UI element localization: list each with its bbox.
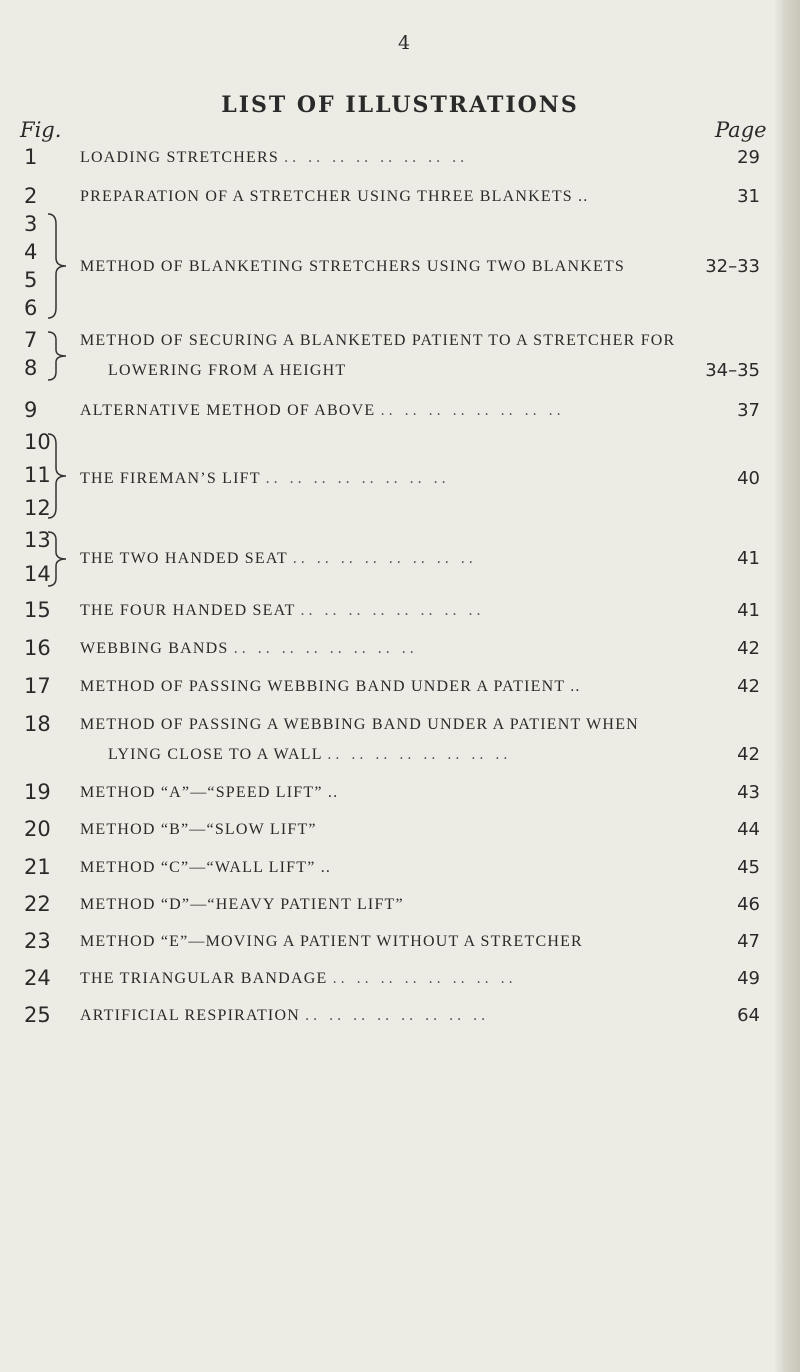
page-ref: 42 <box>737 638 760 659</box>
fig-number: 11 <box>24 463 51 487</box>
caption: METHOD “B”—“SLOW LIFT” <box>80 821 317 838</box>
brace <box>46 212 58 320</box>
caption-continued: LOWERING FROM A HEIGHT <box>108 362 347 379</box>
fig-number: 9 <box>24 398 38 422</box>
caption: THE TWO HANDED SEAT .. .. .. .. .. .. .. .. <box>80 550 477 567</box>
fig-number: 2 <box>24 184 38 208</box>
caption: METHOD OF PASSING A WEBBING BAND UNDER A PATIENT WHEN <box>80 716 639 733</box>
page-column-header: Page <box>715 118 767 142</box>
page-ref: 46 <box>737 894 760 915</box>
page-ref: 40 <box>737 468 760 489</box>
fig-number: 4 <box>24 240 38 264</box>
caption: METHOD “C”—“WALL LIFT” .. <box>80 859 332 876</box>
fig-number: 16 <box>24 636 51 660</box>
caption: METHOD OF SECURING A BLANKETED PATIENT TO A STRETCHER FOR <box>80 332 676 349</box>
fig-number: 19 <box>24 780 51 804</box>
brace <box>46 330 58 382</box>
caption: METHOD “A”—“SPEED LIFT” .. <box>80 784 339 801</box>
fig-number: 6 <box>24 296 38 320</box>
page-ref: 41 <box>737 600 760 621</box>
caption: THE FIREMAN’S LIFT .. .. .. .. .. .. .. .. <box>80 470 450 487</box>
page-ref: 42 <box>737 676 760 697</box>
fig-number: 24 <box>24 966 51 990</box>
fig-number: 22 <box>24 892 51 916</box>
fig-column-header: Fig. <box>20 118 62 142</box>
caption: LOADING STRETCHERS .. .. .. .. .. .. .. .. <box>80 149 469 166</box>
fig-number: 5 <box>24 268 38 292</box>
caption: METHOD “E”—MOVING A PATIENT WITHOUT A STRETCHER <box>80 933 583 950</box>
page-edge-shadow <box>774 0 800 1372</box>
caption: THE TRIANGULAR BANDAGE .. .. .. .. .. .. .. .. <box>80 970 517 987</box>
fig-number: 8 <box>24 356 38 380</box>
page-ref: 42 <box>737 744 760 765</box>
fig-number: 12 <box>24 496 51 520</box>
fig-number: 15 <box>24 598 51 622</box>
page-ref: 64 <box>737 1005 760 1026</box>
fig-number: 21 <box>24 855 51 879</box>
caption: ARTIFICIAL RESPIRATION .. .. .. .. .. .. .. .. <box>80 1007 490 1024</box>
fig-number: 17 <box>24 674 51 698</box>
caption: PREPARATION OF A STRETCHER USING THREE BLANKETS .. <box>80 188 589 205</box>
fig-number: 25 <box>24 1003 51 1027</box>
fig-number: 13 <box>24 528 51 552</box>
page-number: 4 <box>398 32 411 54</box>
page-ref: 41 <box>737 548 760 569</box>
fig-number: 7 <box>24 328 38 352</box>
page-title: LIST OF ILLUSTRATIONS <box>221 92 579 118</box>
caption: THE FOUR HANDED SEAT .. .. .. .. .. .. .. .. <box>80 602 485 619</box>
fig-number: 3 <box>24 212 38 236</box>
caption: ALTERNATIVE METHOD OF ABOVE .. .. .. .. .. .. .. .. <box>80 402 565 419</box>
page-ref: 45 <box>737 857 760 878</box>
fig-number: 23 <box>24 929 51 953</box>
page-ref: 34–35 <box>705 360 760 381</box>
fig-number: 14 <box>24 562 51 586</box>
caption-continued: LYING CLOSE TO A WALL .. .. .. .. .. .. .. .. <box>108 746 512 763</box>
page-ref: 47 <box>737 931 760 952</box>
caption: METHOD OF PASSING WEBBING BAND UNDER A PATIENT .. <box>80 678 581 695</box>
page-ref: 31 <box>737 186 760 207</box>
caption: WEBBING BANDS .. .. .. .. .. .. .. .. <box>80 640 418 657</box>
brace <box>46 530 58 588</box>
page-ref: 29 <box>737 147 760 168</box>
caption: METHOD “D”—“HEAVY PATIENT LIFT” <box>80 896 404 913</box>
fig-number: 18 <box>24 712 51 736</box>
fig-number: 1 <box>24 145 38 169</box>
page-ref: 44 <box>737 819 760 840</box>
fig-number: 20 <box>24 817 51 841</box>
page-ref: 32–33 <box>705 256 760 277</box>
page-ref: 49 <box>737 968 760 989</box>
brace <box>46 432 58 520</box>
page-ref: 43 <box>737 782 760 803</box>
page-ref: 37 <box>737 400 760 421</box>
fig-number: 10 <box>24 430 51 454</box>
caption: METHOD OF BLANKETING STRETCHERS USING TWO BLANKETS <box>80 258 626 275</box>
